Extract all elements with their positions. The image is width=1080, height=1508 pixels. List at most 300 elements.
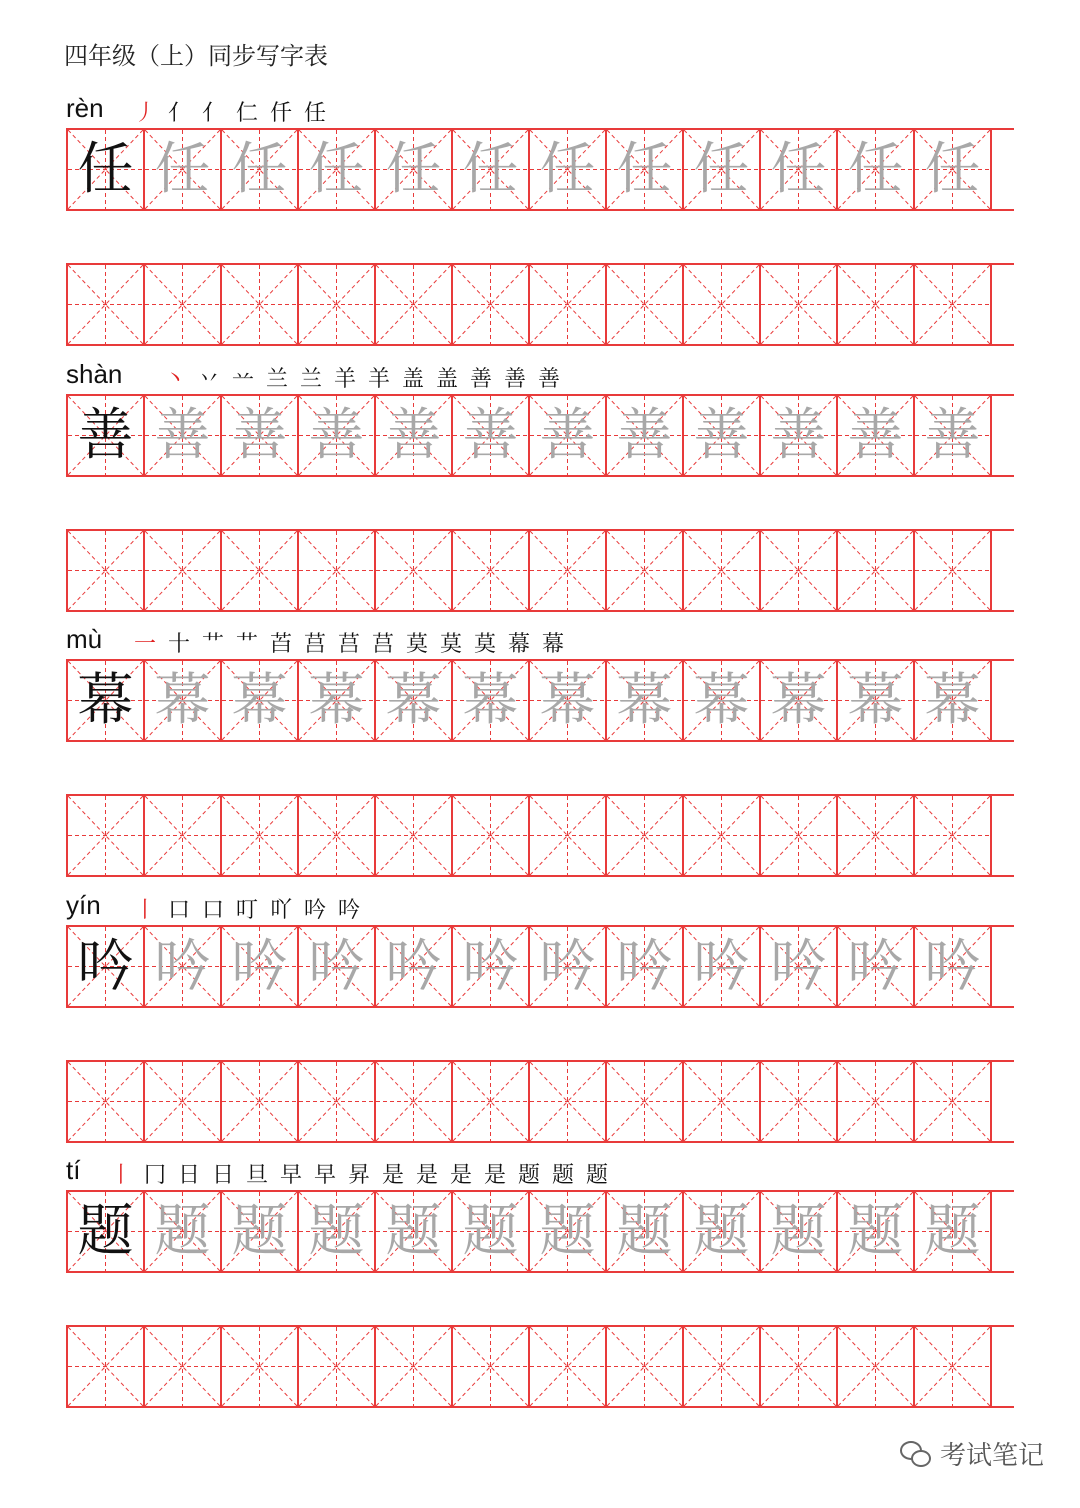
trace-cell[interactable] (530, 927, 607, 1006)
grid-guides (453, 531, 528, 610)
trace-character: 吟 (693, 933, 750, 999)
pinyin-label: tí (66, 1155, 81, 1185)
stroke-step: 幕 (507, 632, 530, 657)
pinyin-label: mù (66, 624, 103, 654)
model-character: 善 (77, 402, 134, 468)
grid-guides (607, 531, 682, 610)
blank-cell[interactable] (530, 265, 607, 344)
trace-character: 善 (154, 402, 211, 468)
trace-cell[interactable] (684, 130, 761, 209)
blank-cell[interactable] (761, 1062, 838, 1141)
grid-guides (915, 1062, 990, 1141)
trace-character: 题 (462, 1198, 519, 1264)
pinyin-label: rèn (66, 93, 104, 123)
grid-guides (607, 265, 682, 344)
grid-guides (222, 1327, 297, 1406)
grid-guides (376, 1062, 451, 1141)
stroke-step: 丷 (197, 367, 220, 392)
character-block (66, 1150, 1014, 1408)
stroke-step: 䒑 (231, 367, 254, 392)
trace-character: 任 (154, 136, 211, 202)
blank-cell[interactable] (299, 796, 376, 875)
trace-character: 题 (770, 1198, 827, 1264)
stroke-step: 艹 (201, 632, 224, 657)
trace-cell[interactable] (915, 130, 992, 209)
model-cell[interactable] (68, 661, 145, 740)
trace-cell[interactable] (376, 396, 453, 475)
watermark (900, 1435, 1044, 1472)
trace-cell[interactable] (376, 1192, 453, 1271)
trace-cell[interactable] (761, 661, 838, 740)
grid-guides (222, 265, 297, 344)
trace-cell[interactable] (915, 927, 992, 1006)
trace-character: 善 (462, 402, 519, 468)
blank-cell[interactable] (453, 265, 530, 344)
blank-cell[interactable] (222, 796, 299, 875)
trace-cell[interactable] (607, 927, 684, 1006)
grid-guides (761, 531, 836, 610)
trace-cell[interactable] (145, 927, 222, 1006)
grid-guides (299, 1327, 374, 1406)
stroke-step: 善 (503, 367, 526, 392)
trace-cell[interactable] (376, 661, 453, 740)
grid-guides (299, 531, 374, 610)
model-character: 题 (77, 1198, 134, 1264)
model-cell[interactable] (68, 130, 145, 209)
trace-character: 题 (385, 1198, 442, 1264)
trace-cell[interactable] (915, 1192, 992, 1271)
stroke-step: 善 (469, 367, 492, 392)
blank-cell[interactable] (145, 1327, 222, 1406)
grid-guides (607, 796, 682, 875)
character-block (66, 619, 1014, 877)
stroke-step: 是 (381, 1163, 404, 1188)
trace-cell[interactable] (607, 1192, 684, 1271)
trace-character: 题 (616, 1198, 673, 1264)
trace-cell[interactable] (299, 661, 376, 740)
wechat-icon (900, 1441, 930, 1467)
trace-character: 题 (924, 1198, 981, 1264)
blank-cell[interactable] (222, 531, 299, 610)
blank-cell[interactable] (684, 1062, 761, 1141)
trace-character: 幕 (462, 667, 519, 733)
grid-guides (915, 1327, 990, 1406)
trace-character: 题 (154, 1198, 211, 1264)
stroke-step: 羊 (367, 367, 390, 392)
grid-guides (838, 1062, 913, 1141)
trace-character: 吟 (924, 933, 981, 999)
trace-cell[interactable] (838, 1192, 915, 1271)
model-character: 幕 (77, 667, 134, 733)
blank-cell[interactable] (453, 796, 530, 875)
trace-cell[interactable] (838, 130, 915, 209)
model-cell[interactable] (68, 1192, 145, 1271)
stroke-step: 幕 (541, 632, 564, 657)
grid-guides (607, 1327, 682, 1406)
stroke-step: 丨 (109, 1163, 132, 1188)
trace-character: 幕 (693, 667, 750, 733)
stroke-step: 日 (177, 1163, 200, 1188)
trace-cell[interactable] (222, 1192, 299, 1271)
trace-character: 幕 (924, 667, 981, 733)
trace-cell[interactable] (453, 396, 530, 475)
blank-cell[interactable] (684, 531, 761, 610)
trace-cell[interactable] (761, 396, 838, 475)
trace-cell[interactable] (145, 396, 222, 475)
trace-cell[interactable] (299, 1192, 376, 1271)
character-block (66, 885, 1014, 1143)
stroke-step: 莒 (337, 632, 360, 657)
trace-cell[interactable] (761, 927, 838, 1006)
blank-cell[interactable] (838, 531, 915, 610)
blank-cell[interactable] (915, 1062, 992, 1141)
blank-cell[interactable] (761, 1327, 838, 1406)
grid-guides (222, 1062, 297, 1141)
pinyin-line (66, 1150, 1014, 1190)
trace-cell[interactable] (222, 927, 299, 1006)
blank-cell[interactable] (761, 265, 838, 344)
blank-cell[interactable] (838, 796, 915, 875)
grid-guides (145, 265, 220, 344)
trace-character: 任 (308, 136, 365, 202)
blank-cell[interactable] (222, 265, 299, 344)
trace-cell[interactable] (453, 1192, 530, 1271)
trace-character: 幕 (231, 667, 288, 733)
stroke-step: 早 (279, 1163, 302, 1188)
grid-guides (453, 1327, 528, 1406)
grid-guides (453, 265, 528, 344)
stroke-step: 丶 (163, 367, 186, 392)
stroke-step: 昇 (347, 1163, 370, 1188)
blank-cell[interactable] (376, 1062, 453, 1141)
blank-cell[interactable] (530, 531, 607, 610)
trace-character: 吟 (462, 933, 519, 999)
grid-guides (145, 531, 220, 610)
grid-guides (684, 1327, 759, 1406)
pinyin-label: yín (66, 890, 101, 920)
trace-character: 善 (385, 402, 442, 468)
trace-character: 幕 (770, 667, 827, 733)
trace-cell[interactable] (222, 130, 299, 209)
blank-cell[interactable] (299, 1327, 376, 1406)
grid-guides (453, 1062, 528, 1141)
trace-cell[interactable] (838, 927, 915, 1006)
grid-guides (838, 265, 913, 344)
stroke-step: 苩 (269, 632, 292, 657)
trace-cell[interactable] (684, 396, 761, 475)
grid-guides (68, 531, 143, 610)
blank-cell[interactable] (145, 265, 222, 344)
grid-guides (453, 796, 528, 875)
trace-cell[interactable] (453, 927, 530, 1006)
stroke-step: 是 (483, 1163, 506, 1188)
grid-guides (145, 796, 220, 875)
trace-character: 任 (385, 136, 442, 202)
trace-character: 题 (693, 1198, 750, 1264)
practice-row-blank (66, 1060, 1014, 1143)
trace-character: 题 (231, 1198, 288, 1264)
stroke-order (160, 366, 564, 394)
grid-guides (376, 1327, 451, 1406)
blank-cell[interactable] (607, 1327, 684, 1406)
stroke-step: 盖 (435, 367, 458, 392)
blank-cell[interactable] (376, 531, 453, 610)
trace-character: 任 (847, 136, 904, 202)
blank-cell[interactable] (68, 1062, 145, 1141)
blank-cell[interactable] (145, 1062, 222, 1141)
trace-character: 吟 (847, 933, 904, 999)
model-character: 吟 (77, 933, 134, 999)
stroke-step: 早 (313, 1163, 336, 1188)
practice-row-traced (66, 1190, 1014, 1273)
stroke-step: 是 (449, 1163, 472, 1188)
grid-guides (530, 1062, 605, 1141)
page-title: 四年级（上）同步写字表 (64, 42, 328, 70)
practice-row-blank (66, 529, 1014, 612)
blank-cell[interactable] (684, 265, 761, 344)
trace-cell[interactable] (838, 661, 915, 740)
trace-cell[interactable] (299, 130, 376, 209)
trace-cell[interactable] (453, 130, 530, 209)
trace-cell[interactable] (222, 661, 299, 740)
blank-cell[interactable] (530, 1327, 607, 1406)
blank-cell[interactable] (915, 265, 992, 344)
grid-guides (68, 796, 143, 875)
pinyin-line (66, 354, 1014, 394)
trace-cell[interactable] (530, 661, 607, 740)
stroke-step: 仁 (235, 101, 258, 126)
grid-guides (530, 531, 605, 610)
grid-guides (145, 1062, 220, 1141)
stroke-step: 丨 (133, 898, 156, 923)
trace-character: 任 (616, 136, 673, 202)
blank-cell[interactable] (145, 796, 222, 875)
blank-cell[interactable] (453, 531, 530, 610)
grid-guides (145, 1327, 220, 1406)
grid-guides (222, 796, 297, 875)
blank-cell[interactable] (376, 265, 453, 344)
model-character: 任 (77, 136, 134, 202)
blank-cell[interactable] (299, 531, 376, 610)
blank-cell[interactable] (453, 1062, 530, 1141)
grid-guides (222, 531, 297, 610)
grid-guides (530, 796, 605, 875)
practice-row-traced (66, 659, 1014, 742)
trace-cell[interactable] (299, 927, 376, 1006)
stroke-step: 莫 (473, 632, 496, 657)
trace-character: 任 (693, 136, 750, 202)
trace-cell[interactable] (761, 1192, 838, 1271)
blank-cell[interactable] (607, 265, 684, 344)
blank-cell[interactable] (838, 265, 915, 344)
pinyin-label: shàn (66, 359, 123, 389)
trace-cell[interactable] (915, 661, 992, 740)
blank-cell[interactable] (299, 1062, 376, 1141)
blank-cell[interactable] (761, 531, 838, 610)
stroke-step: 兰 (299, 367, 322, 392)
stroke-step: 冂 (143, 1163, 166, 1188)
trace-character: 善 (231, 402, 288, 468)
blank-cell[interactable] (915, 796, 992, 875)
stroke-step: 叮 (235, 898, 258, 923)
model-cell[interactable] (68, 927, 145, 1006)
grid-guides (299, 265, 374, 344)
grid-guides (376, 796, 451, 875)
grid-guides (299, 796, 374, 875)
blank-cell[interactable] (299, 265, 376, 344)
trace-cell[interactable] (222, 396, 299, 475)
stroke-order (130, 100, 330, 128)
trace-cell[interactable] (607, 130, 684, 209)
trace-character: 任 (770, 136, 827, 202)
stroke-step: 十 (167, 632, 190, 657)
trace-cell[interactable] (530, 1192, 607, 1271)
grid-guides (838, 1327, 913, 1406)
trace-cell[interactable] (145, 1192, 222, 1271)
grid-guides (761, 265, 836, 344)
trace-cell[interactable] (607, 396, 684, 475)
practice-row-traced (66, 394, 1014, 477)
blank-cell[interactable] (607, 796, 684, 875)
blank-cell[interactable] (607, 1062, 684, 1141)
blank-cell[interactable] (222, 1062, 299, 1141)
grid-guides (915, 796, 990, 875)
trace-character: 吟 (770, 933, 827, 999)
trace-cell[interactable] (145, 130, 222, 209)
grid-guides (915, 265, 990, 344)
stroke-step: 莫 (405, 632, 428, 657)
blank-cell[interactable] (838, 1327, 915, 1406)
stroke-step: 艹 (235, 632, 258, 657)
stroke-step: 一 (133, 632, 156, 657)
stroke-step: 兰 (265, 367, 288, 392)
trace-cell[interactable] (761, 130, 838, 209)
grid-guides (530, 265, 605, 344)
stroke-step: 吖 (269, 898, 292, 923)
character-block (66, 88, 1014, 346)
grid-guides (376, 265, 451, 344)
blank-cell[interactable] (376, 1327, 453, 1406)
grid-guides (684, 1062, 759, 1141)
blank-cell[interactable] (376, 796, 453, 875)
stroke-step: 莒 (303, 632, 326, 657)
stroke-step: 亻 (167, 101, 190, 126)
grid-guides (68, 265, 143, 344)
trace-cell[interactable] (530, 396, 607, 475)
pinyin-line (66, 88, 1014, 128)
trace-character: 幕 (308, 667, 365, 733)
trace-cell[interactable] (299, 396, 376, 475)
trace-cell[interactable] (376, 130, 453, 209)
blank-cell[interactable] (68, 265, 145, 344)
blank-cell[interactable] (530, 796, 607, 875)
grid-guides (68, 1062, 143, 1141)
blank-cell[interactable] (607, 531, 684, 610)
practice-row-blank (66, 263, 1014, 346)
grid-guides (684, 796, 759, 875)
trace-character: 善 (847, 402, 904, 468)
trace-character: 吟 (231, 933, 288, 999)
trace-cell[interactable] (145, 661, 222, 740)
stroke-step: 仟 (269, 101, 292, 126)
grid-guides (684, 531, 759, 610)
stroke-step: 日 (211, 1163, 234, 1188)
trace-cell[interactable] (915, 396, 992, 475)
trace-character: 善 (924, 402, 981, 468)
trace-character: 幕 (847, 667, 904, 733)
trace-character: 题 (308, 1198, 365, 1264)
grid-guides (838, 796, 913, 875)
blank-cell[interactable] (684, 1327, 761, 1406)
stroke-step: 盖 (401, 367, 424, 392)
blank-cell[interactable] (915, 531, 992, 610)
stroke-step: 善 (537, 367, 560, 392)
blank-cell[interactable] (222, 1327, 299, 1406)
stroke-step: 任 (303, 101, 326, 126)
trace-character: 任 (539, 136, 596, 202)
stroke-step: 是 (415, 1163, 438, 1188)
stroke-step: 吟 (303, 898, 326, 923)
blank-cell[interactable] (68, 531, 145, 610)
grid-guides (761, 1062, 836, 1141)
blank-cell[interactable] (68, 1327, 145, 1406)
trace-character: 任 (462, 136, 519, 202)
blank-cell[interactable] (453, 1327, 530, 1406)
trace-character: 幕 (385, 667, 442, 733)
watermark-text: 考试笔记 (939, 1441, 1044, 1471)
stroke-step: 口 (201, 898, 224, 923)
stroke-step: 口 (167, 898, 190, 923)
trace-character: 善 (770, 402, 827, 468)
grid-guides (684, 265, 759, 344)
trace-cell[interactable] (530, 130, 607, 209)
trace-character: 任 (924, 136, 981, 202)
trace-cell[interactable] (684, 1192, 761, 1271)
grid-guides (761, 796, 836, 875)
blank-cell[interactable] (838, 1062, 915, 1141)
blank-cell[interactable] (68, 796, 145, 875)
blank-cell[interactable] (684, 796, 761, 875)
trace-cell[interactable] (684, 927, 761, 1006)
grid-guides (68, 1327, 143, 1406)
trace-cell[interactable] (376, 927, 453, 1006)
stroke-order (130, 897, 364, 925)
trace-cell[interactable] (607, 661, 684, 740)
trace-character: 善 (693, 402, 750, 468)
blank-cell[interactable] (915, 1327, 992, 1406)
stroke-step: 亻 (201, 101, 224, 126)
stroke-step: 莒 (371, 632, 394, 657)
stroke-step: 丿 (133, 101, 156, 126)
stroke-order (130, 631, 568, 659)
trace-character: 题 (539, 1198, 596, 1264)
blank-cell[interactable] (145, 531, 222, 610)
trace-cell[interactable] (684, 661, 761, 740)
stroke-step: 题 (517, 1163, 540, 1188)
blank-cell[interactable] (761, 796, 838, 875)
trace-cell[interactable] (838, 396, 915, 475)
trace-character: 吟 (385, 933, 442, 999)
trace-character: 幕 (616, 667, 673, 733)
trace-cell[interactable] (453, 661, 530, 740)
grid-guides (607, 1062, 682, 1141)
blank-cell[interactable] (530, 1062, 607, 1141)
trace-character: 吟 (154, 933, 211, 999)
model-cell[interactable] (68, 396, 145, 475)
trace-character: 题 (847, 1198, 904, 1264)
practice-row-traced (66, 925, 1014, 1008)
trace-character: 任 (231, 136, 288, 202)
